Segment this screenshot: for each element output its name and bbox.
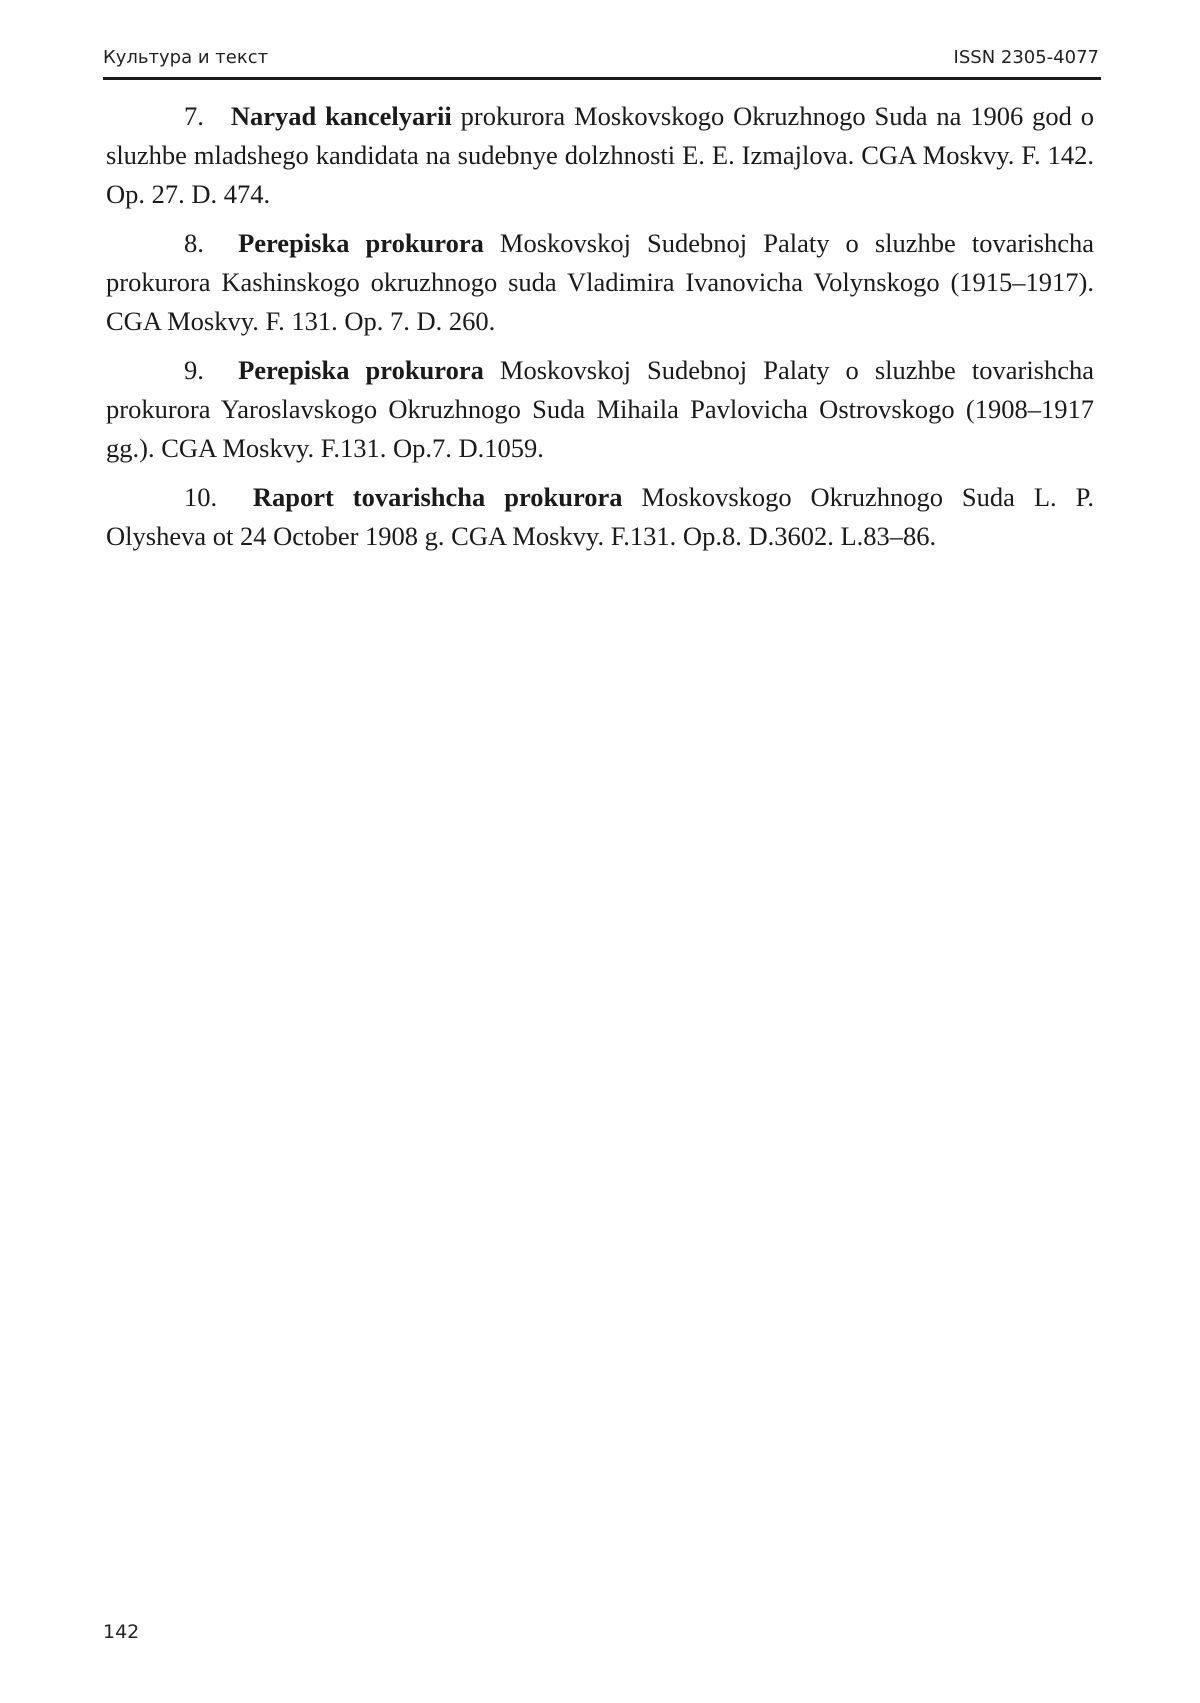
reference-item <box>106 97 1094 214</box>
reference-title: Naryad kancelyarii <box>230 101 452 131</box>
header-rule <box>103 77 1101 80</box>
reference-text: Moskovskogo Okruzhnogo Suda L. P. Olysheva ot 24 October 1908 g. CGA Moskvy. F.131. Op.8. D.3602. L.83–86. <box>106 482 1095 551</box>
reference-number: 10. <box>184 482 218 512</box>
reference-item <box>106 351 1094 468</box>
reference-text: prokurora Moskovskogo Okruzhnogo Suda na 1906 god o sluzhbe mladshego kandidata na sudebnye dolzhnosti E. E. Izmajlova. CGA Moskvy. F. 142. Op. 27. D. 474. <box>106 101 1094 209</box>
issn-label: ISSN 2305-4077 <box>953 47 1099 68</box>
reference-text: Moskovskoj Sudebnoj Palaty o sluzhbe tovarishcha prokurora Yaroslavskogo Okruzhnogo Suda Mihaila Pavlovicha Ostrovskogo (1908–1917 gg.). CGA Moskvy. F.131. Op.7. D.1059. <box>106 355 1095 463</box>
page-number: 142 <box>103 1621 140 1643</box>
reference-text: Moskovskoj Sudebnoj Palaty o sluzhbe tovarishcha prokurora Kashinskogo okruzhnogo suda Vladimira Ivanovicha Volynskogo (1915–1917). CGA Moskvy. F. 131. Op. 7. D. 260. <box>106 228 1095 336</box>
journal-title: Культура и текст <box>103 47 269 68</box>
reference-item <box>106 478 1094 556</box>
reference-title: Perepiska prokurora <box>238 355 484 385</box>
reference-number: 7. <box>184 101 204 131</box>
reference-title: Raport tovarishcha prokurora <box>252 482 623 512</box>
reference-item <box>106 224 1094 341</box>
reference-list <box>106 97 1094 566</box>
reference-number: 8. <box>184 228 204 258</box>
running-header <box>103 45 1099 71</box>
reference-title: Perepiska prokurora <box>238 228 484 258</box>
reference-number: 9. <box>184 355 204 385</box>
